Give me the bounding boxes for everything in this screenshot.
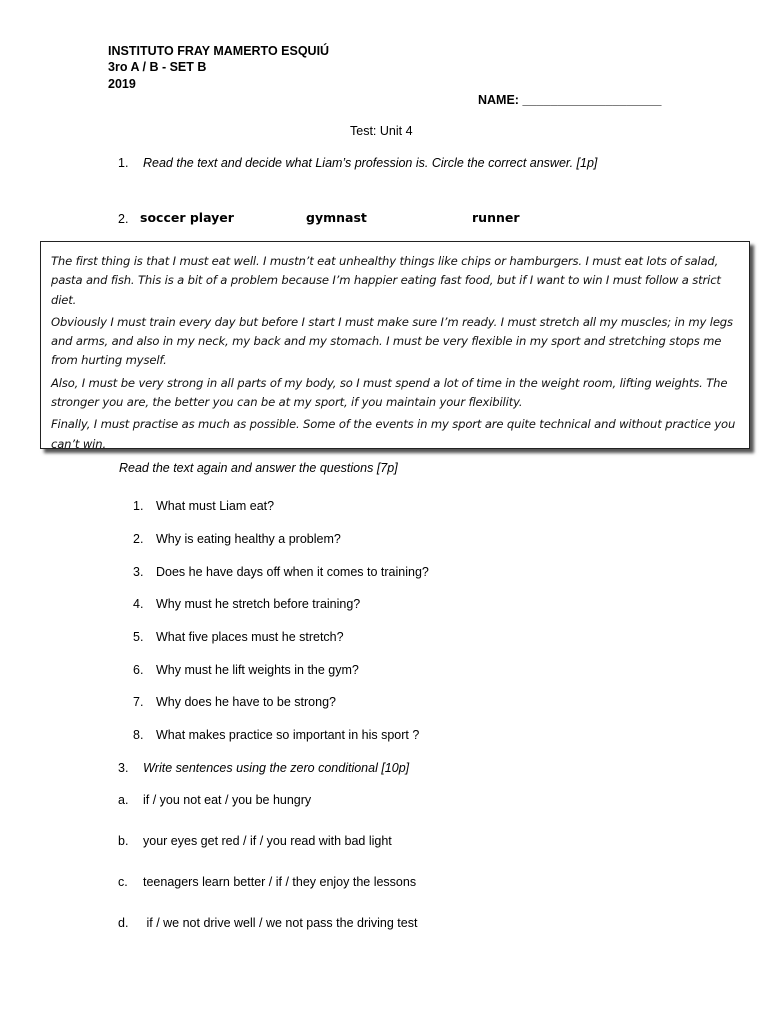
question-text: Why must he lift weights in the gym? (156, 663, 359, 677)
question-4 (133, 597, 360, 611)
exercise-1-instruction: Read the text and decide what Liam’s profession is. Circle the correct answer. [1p] (143, 156, 598, 170)
question-2 (133, 532, 341, 546)
test-title: Test: Unit 4 (350, 124, 413, 138)
sentence-prompt: your eyes get red / if / you read with bad light (143, 834, 392, 848)
passage-paragraph: Obviously I must train every day but before I start I must make sure I’m ready. I must stretch all my muscles; in my legs and arms, and also in my neck, my back and my stomach. I must be very flexible in my sport and stretching stops me from hurting myself. (51, 314, 733, 368)
sentence-c (118, 875, 416, 889)
exercise-2-instruction: Read the text again and answer the questions [7p] (119, 461, 398, 475)
sentence-prompt: if / you not eat / you be hungry (143, 793, 312, 807)
name-field: NAME: ____________________ (478, 93, 662, 107)
question-number: 4. (133, 597, 144, 611)
question-text: Does he have days off when it comes to training? (156, 565, 429, 579)
option-gymnast[interactable]: gymnast (306, 210, 367, 225)
question-number: 2. (133, 532, 144, 546)
sentence-d (118, 916, 417, 930)
sentence-letter: d. (118, 916, 129, 930)
passage-paragraph: The first thing is that I must eat well. I mustn’t eat unhealthy things like chips or hamburgers. I must eat lots of salad, pasta and fish. This is a bit of a problem because I’m happier eating fast food, but if I want to win I must follow a strict diet. (51, 254, 721, 307)
question-text: What must Liam eat? (156, 499, 275, 513)
sentence-prompt: if / we not drive well / we not pass the driving test (143, 916, 418, 930)
question-number: 8. (133, 728, 144, 742)
question-5 (133, 630, 344, 644)
exercise-1 (118, 156, 597, 170)
sentence-letter: a. (118, 793, 129, 807)
question-8 (133, 728, 419, 742)
reading-passage (40, 241, 750, 449)
class-label: 3ro A / B - SET B (108, 60, 207, 74)
school-name: INSTITUTO FRAY MAMERTO ESQUIÚ (108, 44, 330, 58)
question-6 (133, 663, 359, 677)
question-text: Why must he stretch before training? (156, 597, 361, 611)
question-7 (133, 695, 336, 709)
question-1 (133, 499, 274, 513)
question-text: Why is eating healthy a problem? (156, 532, 341, 546)
sentence-a (118, 793, 311, 807)
question-text: What five places must he stretch? (156, 630, 344, 644)
question-number: 6. (133, 663, 144, 677)
exercise-1-number: 1. (118, 156, 129, 170)
options-number: 2. (118, 212, 129, 226)
question-number: 1. (133, 499, 144, 513)
sentence-b (118, 834, 392, 848)
passage-paragraph: Finally, I must practise as much as possible. Some of the events in my sport are quite technical and without practice you can’t win. (51, 417, 736, 451)
question-text: Why does he have to be strong? (156, 695, 336, 709)
exercise-3-number: 3. (118, 761, 129, 775)
sentence-letter: b. (118, 834, 129, 848)
sentence-letter: c. (118, 875, 128, 889)
option-runner[interactable]: runner (472, 210, 520, 225)
question-number: 3. (133, 565, 144, 579)
sentence-prompt: teenagers learn better / if / they enjoy the lessons (143, 875, 417, 889)
option-soccer-player[interactable]: soccer player (140, 210, 234, 225)
exercise-3 (118, 761, 409, 775)
exercise-3-instruction: Write sentences using the zero conditional [10p] (143, 761, 410, 775)
question-text: What makes practice so important in his sport ? (156, 728, 420, 742)
question-3 (133, 565, 429, 579)
question-number: 7. (133, 695, 144, 709)
passage-paragraph: Also, I must be very strong in all parts of my body, so I must spend a lot of time in the weight room, lifting weights. The stronger you are, the better you can be at my sport, if you maintain your flexibility. (51, 375, 728, 410)
year-label: 2019 (108, 77, 136, 91)
question-number: 5. (133, 630, 144, 644)
